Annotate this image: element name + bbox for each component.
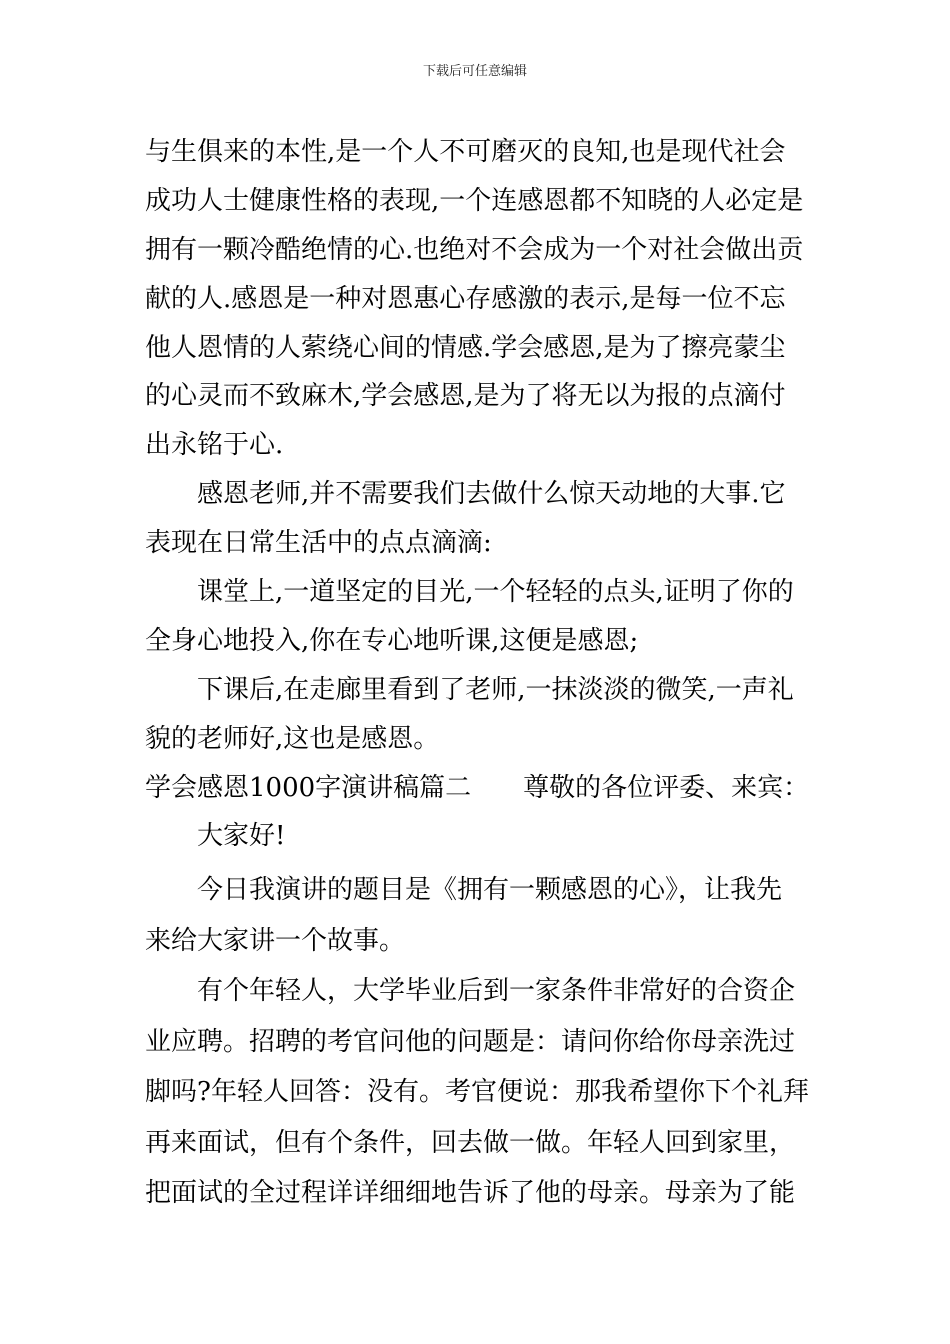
- paragraph: [145, 666, 810, 764]
- text-line: 成功人士健康性格的表现,一个连感恩都不知晓的人必定是: [145, 185, 804, 216]
- paragraph: [145, 966, 810, 1219]
- paragraph: [145, 764, 810, 813]
- text-line: 拥有一颗冷酷绝情的心.也绝对不会成为一个对社会做出贡: [145, 234, 804, 265]
- text-line: 有个年轻人，大学毕业后到一家条件非常好的合资企: [197, 976, 796, 1007]
- paragraph: [145, 128, 810, 470]
- text-line: 今日我演讲的题目是《拥有一颗感恩的心》，让我先: [197, 875, 783, 906]
- text-line: 课堂上,一道坚定的目光,一个轻轻的点头,证明了你的: [197, 577, 794, 608]
- text-line: 貌的老师好,这也是感恩。: [145, 723, 440, 754]
- paragraph: [145, 568, 810, 666]
- text-line: 献的人.感恩是一种对恩惠心存感激的表示,是每一位不忘: [145, 283, 786, 314]
- text-line: 学会感恩1000字演讲稿篇二 尊敬的各位评委、来宾：: [145, 772, 810, 803]
- document-body: [145, 128, 810, 1219]
- text-line: 把面试的全过程详详细细地告诉了他的母亲。母亲为了能: [145, 1178, 796, 1209]
- text-line: 脚吗?年轻人回答：没有。考官便说：那我希望你下个礼拜: [145, 1077, 809, 1108]
- text-line: 全身心地投入,你在专心地听课,这便是感恩;: [145, 625, 639, 656]
- text-line: 大家好!: [197, 821, 286, 852]
- paragraph: [145, 470, 810, 568]
- paragraph: [145, 865, 810, 966]
- text-line: 与生俱来的本性,是一个人不可磨灭的良知,也是现代社会: [145, 137, 786, 167]
- text-line: 他人恩情的人萦绕心间的情感.学会感恩,是为了擦亮蒙尘: [145, 332, 786, 363]
- text-line: 感恩老师,并不需要我们去做什么惊天动地的大事.它: [197, 479, 786, 510]
- page-header: 下载后可任意编辑: [422, 64, 527, 79]
- text-line: 再来面试，但有个条件，回去做一做。年轻人回到家里，: [145, 1127, 796, 1158]
- paragraph: [145, 812, 810, 861]
- text-line: 表现在日常生活中的点点滴滴:: [145, 528, 492, 559]
- text-line: 业应聘。招聘的考官问他的问题是：请问你给你母亲洗过: [145, 1026, 796, 1057]
- text-line: 出永铭于心.: [145, 430, 284, 461]
- text-line: 的心灵而不致麻木,学会感恩,是为了将无以为报的点滴付: [145, 381, 786, 412]
- text-line: 来给大家讲一个故事。: [145, 925, 406, 956]
- text-line: 下课后,在走廊里看到了老师,一抹淡淡的微笑,一声礼: [197, 674, 794, 705]
